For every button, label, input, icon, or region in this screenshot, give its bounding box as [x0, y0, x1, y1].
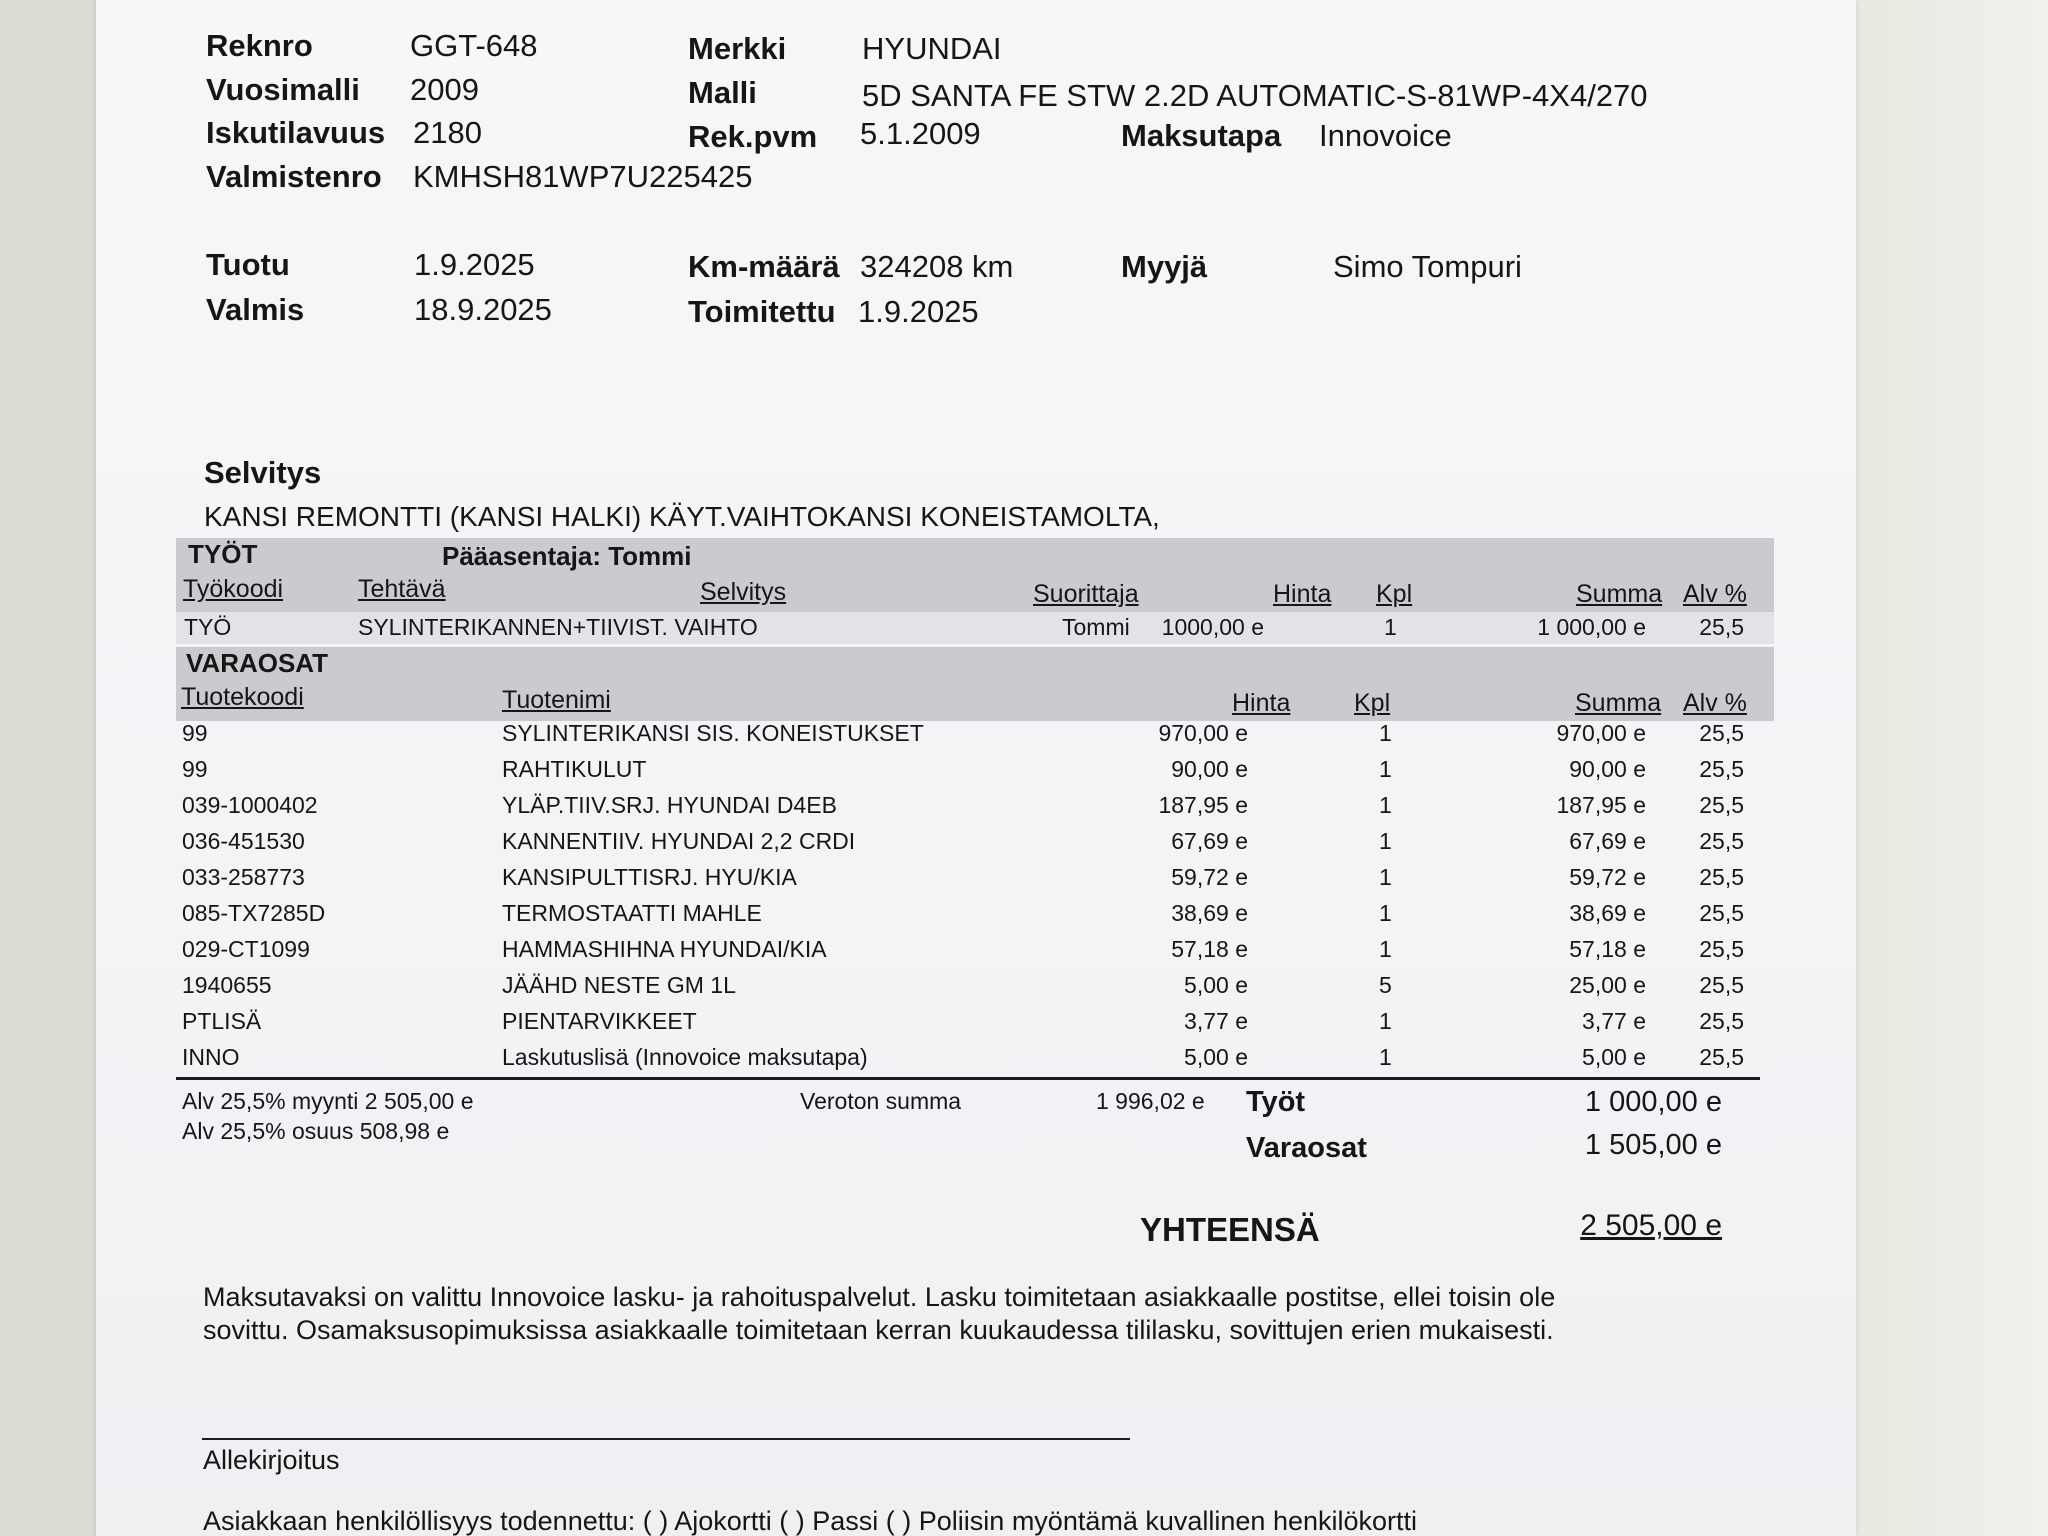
cell-name: KANSIPULTTISRJ. HYU/KIA: [502, 864, 797, 890]
vuosimalli-label: Vuosimalli: [206, 72, 360, 107]
col-kpl: Kpl: [1376, 580, 1413, 608]
cell-price: 38,69 e: [1171, 900, 1248, 926]
selvitys-heading: Selvitys: [204, 455, 322, 490]
cell-vat: 25,5: [1699, 756, 1744, 782]
cell-qty: 1: [1379, 864, 1392, 890]
col-summa: Summa: [1576, 580, 1663, 608]
cell-code: INNO: [182, 1044, 240, 1070]
cell-qty: 1: [1379, 900, 1392, 926]
cell-qty: 5: [1379, 972, 1392, 998]
cell-code: 1940655: [182, 972, 272, 998]
cell-vat: 25,5: [1699, 720, 1744, 746]
cell-sum: 67,69 e: [1569, 828, 1646, 854]
varaosat-total-value: 1 505,00 e: [1584, 1129, 1722, 1161]
cell-sum: 187,95 e: [1556, 792, 1646, 818]
valmis-value: 18.9.2025: [414, 292, 552, 327]
part-row: [96, 936, 1856, 972]
iskutilavuus-value: 2180: [413, 115, 482, 150]
cell-name: SYLINTERIKANSI SIS. KONEISTUKSET: [502, 720, 924, 746]
cell-code: 99: [182, 720, 208, 746]
col-alv: Alv %: [1683, 689, 1747, 717]
payment-terms-line2: sovittu. Osamaksusopimuksissa asiakkaalle toimitetaan kerran kuukaudessa tililasku, sovittujen erien mukaisesti.: [203, 1315, 1554, 1345]
cell-vat: 25,5: [1699, 1044, 1744, 1070]
cell-sum: 59,72 e: [1569, 864, 1646, 890]
cell-price: 187,95 e: [1158, 792, 1248, 818]
malli-label: Malli: [688, 75, 757, 110]
valmis-label: Valmis: [206, 292, 305, 327]
yhteensa-label: YHTEENSÄ: [1140, 1211, 1320, 1248]
part-row: [96, 972, 1856, 1008]
cell-price: 90,00 e: [1171, 756, 1248, 782]
col-tehtava: Tehtävä: [358, 575, 446, 603]
cell-price: 5,00 e: [1184, 1044, 1248, 1070]
cell-code: 085-TX7285D: [182, 900, 326, 926]
rekpvm-label: Rek.pvm: [688, 119, 818, 154]
col-hinta: Hinta: [1232, 689, 1291, 717]
signature-line: [202, 1438, 1130, 1440]
varaosat-total-label: Varaosat: [1246, 1132, 1367, 1164]
cell-price: 5,00 e: [1184, 972, 1248, 998]
malli-value: 5D SANTA FE STW 2.2D AUTOMATIC-S-81WP-4X4/270: [862, 78, 1648, 113]
myyja-value: Simo Tompuri: [1333, 249, 1522, 284]
part-row: [96, 756, 1856, 792]
tyot-title: TYÖT: [188, 539, 258, 569]
cell-performer: Tommi: [1062, 614, 1130, 640]
tyot-mechanic: Pääasentaja: Tommi: [442, 541, 692, 571]
cell-sum: 57,18 e: [1569, 936, 1646, 962]
tyot-row: [96, 614, 1856, 650]
cell-vat: 25,5: [1699, 792, 1744, 818]
cell-vat: 25,5: [1699, 972, 1744, 998]
cell-qty: 1: [1379, 756, 1392, 782]
cell-price: 970,00 e: [1158, 720, 1248, 746]
cell-qty: 1: [1379, 828, 1392, 854]
myyja-label: Myyjä: [1121, 249, 1208, 284]
reknro-label: Reknro: [206, 28, 313, 63]
cell-name: KANNENTIIV. HYUNDAI 2,2 CRDI: [502, 828, 856, 854]
km-label: Km-määrä: [688, 249, 840, 284]
cell-price: 57,18 e: [1171, 936, 1248, 962]
col-hinta: Hinta: [1273, 580, 1332, 608]
reknro-value: GGT-648: [410, 28, 538, 63]
km-value: 324208 km: [860, 249, 1014, 284]
cell-code: 033-258773: [182, 864, 305, 890]
cell-sum: 38,69 e: [1569, 900, 1646, 926]
signature-label: Allekirjoitus: [203, 1445, 340, 1475]
cell-name: PIENTARVIKKEET: [502, 1008, 697, 1034]
col-tuotekoodi: Tuotekoodi: [181, 683, 304, 711]
cell-sum: 5,00 e: [1582, 1044, 1646, 1070]
background-surface: [1850, 0, 2048, 1536]
veroton-value: 1 996,02 e: [1096, 1088, 1205, 1114]
tyot-total-label: Työt: [1246, 1086, 1306, 1118]
cell-sum: 1 000,00 e: [1537, 614, 1646, 640]
cell-code: 036-451530: [182, 828, 305, 854]
vuosimalli-value: 2009: [410, 72, 479, 107]
yhteensa-value: 2 505,00 e: [1580, 1209, 1722, 1242]
cell-sum: 90,00 e: [1569, 756, 1646, 782]
cell-code: 039-1000402: [182, 792, 318, 818]
col-selvitys: Selvitys: [700, 578, 787, 606]
alv-osuus: Alv 25,5% osuus 508,98 e: [182, 1118, 450, 1144]
id-verification-line: Asiakkaan henkilöllisyys todennettu: ( ) Ajokortti ( ) Passi ( ) Poliisin myöntämä kuvallinen henkilökortti: [203, 1506, 1418, 1536]
cell-name: HAMMASHIHNA HYUNDAI/KIA: [502, 936, 827, 962]
payment-terms-line1: Maksutavaksi on valittu Innovoice lasku- ja rahoituspalvelut. Lasku toimitetaan asiakkaalle postitse, ellei toisin ole: [203, 1282, 1556, 1312]
cell-sum: 25,00 e: [1569, 972, 1646, 998]
part-row: [96, 828, 1856, 864]
col-tuotenimi: Tuotenimi: [502, 686, 611, 714]
toimitettu-value: 1.9.2025: [858, 294, 979, 329]
varaosat-header-band: [176, 647, 1774, 721]
merkki-value: HYUNDAI: [862, 31, 1002, 66]
cell-price: 1000,00 e: [1161, 614, 1264, 640]
cell-vat: 25,5: [1699, 614, 1744, 640]
cell-name: TERMOSTAATTI MAHLE: [502, 900, 762, 926]
cell-qty: 1: [1384, 614, 1397, 640]
col-suorittaja: Suorittaja: [1033, 580, 1139, 608]
col-alv: Alv %: [1683, 580, 1747, 608]
cell-code: 029-CT1099: [182, 936, 310, 962]
col-tyokoodi: Työkoodi: [183, 575, 284, 603]
invoice-document: [96, 0, 1856, 1536]
cell-vat: 25,5: [1699, 900, 1744, 926]
cell-name: JÄÄHD NESTE GM 1L: [502, 972, 736, 998]
col-kpl: Kpl: [1354, 689, 1391, 717]
tuotu-value: 1.9.2025: [414, 247, 535, 282]
maksutapa-label: Maksutapa: [1121, 118, 1282, 153]
valmistenro-value: KMHSH81WP7U225425: [413, 159, 753, 194]
part-row: [96, 792, 1856, 828]
toimitettu-label: Toimitettu: [688, 294, 836, 329]
tuotu-label: Tuotu: [206, 247, 290, 282]
part-row: [96, 720, 1856, 756]
cell-vat: 25,5: [1699, 864, 1744, 890]
cell-vat: 25,5: [1699, 828, 1744, 854]
cell-sum: 970,00 e: [1556, 720, 1646, 746]
cell-qty: 1: [1379, 936, 1392, 962]
merkki-label: Merkki: [688, 31, 787, 66]
totals-divider: [176, 1077, 1760, 1080]
cell-vat: 25,5: [1699, 936, 1744, 962]
cell-code: 99: [182, 756, 208, 782]
cell-price: 3,77 e: [1184, 1008, 1248, 1034]
part-row: [96, 1044, 1856, 1080]
col-summa: Summa: [1575, 689, 1662, 717]
veroton-label: Veroton summa: [800, 1088, 962, 1114]
cell-name: Laskutuslisä (Innovoice maksutapa): [502, 1044, 868, 1070]
varaosat-title: VARAOSAT: [186, 648, 329, 678]
alv-myynti: Alv 25,5% myynti 2 505,00 e: [182, 1088, 474, 1114]
valmistenro-label: Valmistenro: [206, 159, 382, 194]
cell-sum: 3,77 e: [1582, 1008, 1646, 1034]
cell-name: YLÄP.TIIV.SRJ. HYUNDAI D4EB: [502, 792, 837, 818]
cell-vat: 25,5: [1699, 1008, 1744, 1034]
tyot-total-value: 1 000,00 e: [1584, 1086, 1722, 1118]
rekpvm-value: 5.1.2009: [860, 116, 981, 151]
cell-price: 67,69 e: [1171, 828, 1248, 854]
iskutilavuus-label: Iskutilavuus: [206, 115, 386, 150]
cell-code: PTLISÄ: [182, 1008, 262, 1034]
maksutapa-value: Innovoice: [1319, 118, 1452, 153]
cell-code: TYÖ: [184, 614, 232, 640]
cell-name: RAHTIKULUT: [502, 756, 647, 782]
cell-qty: 1: [1379, 720, 1392, 746]
cell-task: SYLINTERIKANNEN+TIIVIST. VAIHTO: [358, 614, 758, 640]
part-row: [96, 900, 1856, 936]
cell-price: 59,72 e: [1171, 864, 1248, 890]
part-row: [96, 864, 1856, 900]
part-row: [96, 1008, 1856, 1044]
cell-qty: 1: [1379, 792, 1392, 818]
selvitys-text: KANSI REMONTTI (KANSI HALKI) KÄYT.VAIHTOKANSI KONEISTAMOLTA,: [204, 501, 1160, 532]
cell-qty: 1: [1379, 1008, 1392, 1034]
cell-qty: 1: [1379, 1044, 1392, 1070]
